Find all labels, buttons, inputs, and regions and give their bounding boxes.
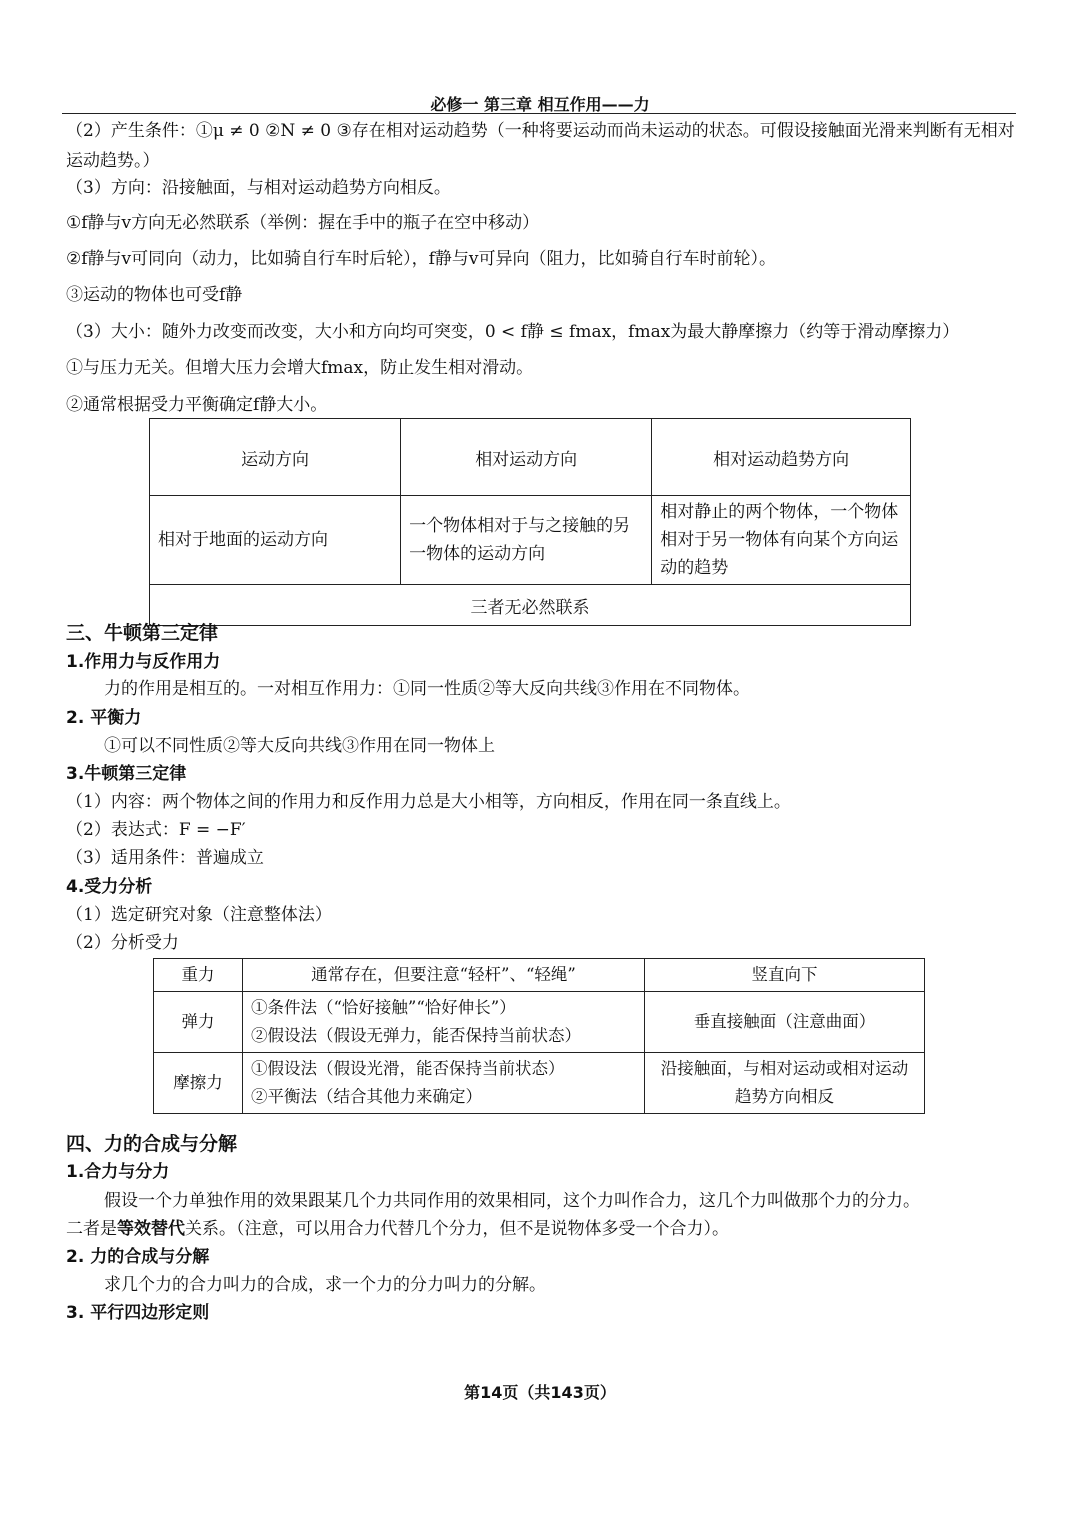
- force-name-cell: 重力: [154, 959, 243, 992]
- text-span: 二者是: [66, 1219, 117, 1239]
- method-line: ②假设法（假设无弹力，能否保持当前状态）: [251, 1026, 581, 1045]
- direction-note-2: ②f静与v可同向（动力，比如骑自行车时后轮），f静与v可异向（阻力，比如骑自行车时前轮）。: [66, 249, 777, 269]
- header-rule: [62, 113, 1016, 114]
- force-name-cell: 摩擦力: [154, 1053, 243, 1114]
- subsection-title: 1.合力与分力: [66, 1162, 170, 1182]
- method-line: ②平衡法（结合其他力来确定）: [251, 1087, 482, 1106]
- force-name-cell: 弹力: [154, 992, 243, 1053]
- paragraph: 假设一个力单独作用的效果跟某几个力共同作用的效果相同，这个力叫作合力，这几个力叫做那个力的分力。: [104, 1191, 920, 1211]
- motion-direction-table: [149, 418, 911, 626]
- table-cell: 相对静止的两个物体，一个物体相对于另一物体有向某个方向运动的趋势: [652, 496, 911, 585]
- method-line: ①假设法（假设光滑，能否保持当前状态）: [251, 1059, 565, 1078]
- page-number-footer: 第14页（共143页）: [464, 1383, 616, 1402]
- paragraph: （2）分析受力: [66, 933, 179, 953]
- table-footer-cell: 三者无必然联系: [150, 585, 911, 626]
- table-header-cell: 相对运动趋势方向: [652, 419, 911, 496]
- table-cell: 相对于地面的运动方向: [150, 496, 401, 585]
- force-direction-cell: 竖直向下: [645, 959, 925, 992]
- subsection-title: 2. 力的合成与分解: [66, 1247, 210, 1267]
- table-cell: 一个物体相对于与之接触的另一物体的运动方向: [401, 496, 652, 585]
- force-method-cell: [243, 1053, 645, 1114]
- section-4-title: 四、力的合成与分解: [66, 1133, 238, 1155]
- direction-note-1: ①f静与v方向无必然联系（举例：握在手中的瓶子在空中移动）: [66, 213, 540, 233]
- magnitude-line: （3）大小：随外力改变而改变，大小和方向均可突变，0 < f静 ≤ fmax，fmax为最大静摩擦力（约等于滑动摩擦力）: [66, 322, 960, 342]
- section-3-title: 三、牛顿第三定律: [66, 622, 219, 644]
- text-span: 关系。（注意，可以用合力代替几个分力，但不是说物体多受一个合力）。: [185, 1219, 729, 1239]
- expression-line: （2）表达式：F = −F′: [66, 820, 246, 840]
- subsection-title: 3. 平行四边形定则: [66, 1303, 210, 1323]
- paragraph: （3）适用条件：普遍成立: [66, 848, 264, 868]
- direction-line: （3）方向：沿接触面，与相对运动趋势方向相反。: [66, 178, 451, 198]
- force-method-cell: [243, 992, 645, 1053]
- subsection-title: 3.牛顿第三定律: [66, 764, 187, 784]
- subsection-title: 1.作用力与反作用力: [66, 652, 221, 672]
- direction-note-3: ③运动的物体也可受f静: [66, 285, 243, 305]
- subsection-title: 4.受力分析: [66, 877, 153, 897]
- paragraph: 求几个力的合力叫力的合成，求一个力的分力叫力的分解。: [104, 1275, 546, 1295]
- force-analysis-table: [153, 958, 925, 1114]
- paragraph: [66, 1217, 729, 1241]
- paragraph: （1）内容：两个物体之间的作用力和反作用力总是大小相等，方向相反，作用在同一条直线上。: [66, 792, 791, 812]
- magnitude-note-1: ①与压力无关。但增大压力会增大fmax，防止发生相对滑动。: [66, 358, 534, 378]
- page-header-title: 必修一 第三章 相互作用——力: [430, 95, 650, 114]
- force-method-cell: 通常存在，但要注意“轻杆”、“轻绳”: [243, 959, 645, 992]
- emphasis-text: 等效替代: [117, 1219, 185, 1239]
- condition-line: （2）产生条件：①μ ≠ 0 ②N ≠ 0 ③存在相对运动趋势（一种将要运动而尚未运动的状态。可假设接触面光滑来判断有无相对运动趋势。）: [66, 121, 1015, 171]
- table-header-cell: 运动方向: [150, 419, 401, 496]
- paragraph: ①可以不同性质②等大反向共线③作用在同一物体上: [104, 736, 495, 756]
- subsection-title: 2. 平衡力: [66, 708, 142, 728]
- paragraph: 力的作用是相互的。一对相互作用力：①同一性质②等大反向共线③作用在不同物体。: [104, 679, 750, 699]
- table-header-cell: 相对运动方向: [401, 419, 652, 496]
- magnitude-note-2: ②通常根据受力平衡确定f静大小。: [66, 395, 328, 415]
- force-direction-cell: 沿接触面，与相对运动或相对运动趋势方向相反: [645, 1053, 925, 1114]
- force-direction-cell: 垂直接触面（注意曲面）: [645, 992, 925, 1053]
- paragraph: （1）选定研究对象（注意整体法）: [66, 905, 332, 925]
- method-line: ①条件法（“恰好接触”“恰好伸长”）: [251, 998, 516, 1017]
